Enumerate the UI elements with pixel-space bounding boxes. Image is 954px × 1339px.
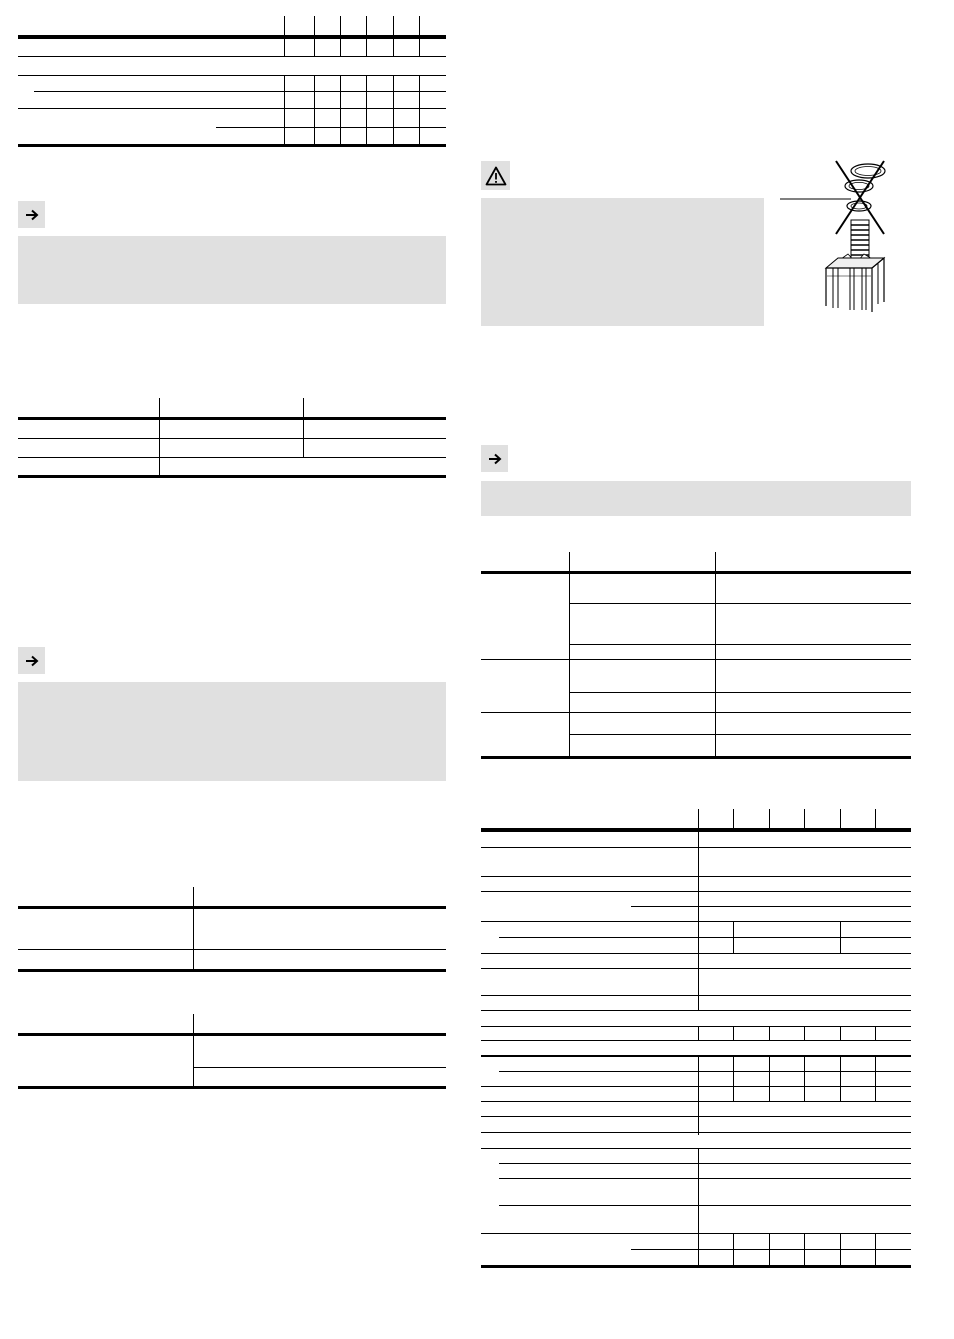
warning-triangle-icon <box>485 166 507 186</box>
table-a <box>18 16 446 148</box>
table-a-rule <box>18 144 446 147</box>
table-f-divider <box>840 1026 841 1040</box>
table-a-divider <box>393 75 394 146</box>
table-f-divider <box>804 1055 805 1101</box>
table-f-divider <box>804 1233 805 1267</box>
table-f-divider <box>698 1148 699 1267</box>
table-f-rule <box>481 876 911 877</box>
table-f-rule <box>481 1233 911 1234</box>
table-a-divider <box>419 75 420 146</box>
table-f-divider <box>733 921 734 953</box>
table-f-divider <box>769 809 770 831</box>
table-f-rule <box>481 1132 911 1133</box>
table-b-divider <box>303 398 304 458</box>
table-a-rule <box>18 35 446 39</box>
table-a-divider <box>366 75 367 146</box>
table-e-rule <box>481 712 911 713</box>
table-f-divider <box>769 1233 770 1267</box>
table-f-rule <box>631 906 911 907</box>
table-f-rule <box>481 1265 911 1268</box>
table-f-rule <box>481 1148 911 1149</box>
table-f-rule <box>499 1163 911 1164</box>
table-d-rule <box>18 1086 446 1089</box>
table-e-rule <box>569 734 911 735</box>
table-d-rule <box>193 1067 446 1068</box>
table-f-divider <box>804 809 805 831</box>
table-a-rule <box>18 75 446 76</box>
table-f-rule <box>631 1249 911 1250</box>
table-f-rule <box>481 1116 911 1117</box>
table-a-divider <box>314 16 315 56</box>
table-a-rule <box>216 127 446 128</box>
table-f-divider <box>875 809 876 831</box>
table-b-divider <box>159 398 160 477</box>
table-c-rule <box>18 969 446 972</box>
table-a-divider <box>366 16 367 56</box>
table-a-divider <box>284 75 285 146</box>
table-f-divider <box>698 1055 699 1135</box>
table-f-rule <box>481 891 911 892</box>
table-c-rule <box>18 949 446 950</box>
table-f-rule <box>499 937 911 938</box>
table-c <box>18 887 446 975</box>
table-d-rule <box>18 1033 446 1036</box>
table-e-divider <box>569 552 570 758</box>
table-e-rule <box>569 603 911 604</box>
table-e <box>481 552 911 762</box>
table-f-divider <box>733 1026 734 1040</box>
table-f-rule <box>481 1010 911 1011</box>
table-e-rule <box>481 571 911 574</box>
table-a-divider <box>393 16 394 56</box>
table-a-rule <box>34 91 446 92</box>
table-f-divider <box>733 1055 734 1101</box>
table-b-rule <box>18 457 446 458</box>
table-f-divider <box>840 809 841 831</box>
table-a-rule <box>18 108 446 109</box>
note-icon-box <box>481 445 508 472</box>
table-a-divider <box>314 75 315 146</box>
table-f-rule <box>481 995 911 996</box>
table-f-divider <box>698 1026 699 1040</box>
crossed-out-cylinder-illustration <box>778 156 890 312</box>
table-c-divider <box>193 887 194 971</box>
table-f-rule <box>481 1040 911 1041</box>
table-f-rule <box>481 828 911 832</box>
table-f-rule <box>481 1101 911 1102</box>
table-a-divider <box>419 16 420 56</box>
table-f-divider <box>769 1055 770 1101</box>
table-f-rule <box>499 1071 911 1072</box>
table-a-divider <box>340 75 341 146</box>
table-a-rule <box>18 56 446 57</box>
note-icon-box <box>18 647 45 674</box>
note-box <box>481 481 911 516</box>
table-f-divider <box>840 1055 841 1101</box>
table-f-rule <box>499 1205 911 1206</box>
table-e-rule <box>569 644 911 645</box>
table-f-divider <box>875 1026 876 1040</box>
table-f-rule <box>499 1178 911 1179</box>
table-b-rule <box>18 438 446 439</box>
table-f-rule <box>481 1026 911 1027</box>
table-f-divider <box>769 1026 770 1040</box>
table-c-rule <box>18 906 446 909</box>
table-f-divider <box>733 1233 734 1267</box>
note-box <box>18 236 446 304</box>
table-f-divider <box>875 1233 876 1267</box>
table-f-rule <box>481 968 911 969</box>
table-f-divider <box>875 1055 876 1101</box>
table-e-rule <box>569 692 911 693</box>
table-f-divider <box>840 1233 841 1267</box>
table-a-divider <box>340 16 341 56</box>
table-f-rule <box>481 1055 911 1057</box>
table-b <box>18 398 446 480</box>
arrow-right-icon <box>25 655 39 667</box>
warning-box <box>481 198 764 326</box>
table-f-rule <box>481 953 911 954</box>
table-d-divider <box>193 1014 194 1088</box>
table-e-divider <box>715 552 716 758</box>
table-b-rule <box>18 475 446 478</box>
table-f-divider <box>804 1026 805 1040</box>
note-icon-box <box>18 201 45 228</box>
table-f <box>481 809 911 1271</box>
table-b-rule <box>18 417 446 420</box>
table-a-divider <box>284 16 285 56</box>
table-e-rule <box>481 659 911 660</box>
arrow-right-icon <box>25 209 39 221</box>
note-box <box>18 682 446 781</box>
table-f-rule <box>481 1086 911 1087</box>
table-f-divider <box>698 809 699 1010</box>
arrow-right-icon <box>488 453 502 465</box>
table-f-rule <box>481 847 911 848</box>
table-e-rule <box>481 756 911 759</box>
table-f-divider <box>733 809 734 831</box>
warning-icon-box <box>481 161 510 190</box>
table-f-divider <box>840 921 841 953</box>
table-d <box>18 1014 446 1092</box>
table-f-rule <box>481 921 911 922</box>
